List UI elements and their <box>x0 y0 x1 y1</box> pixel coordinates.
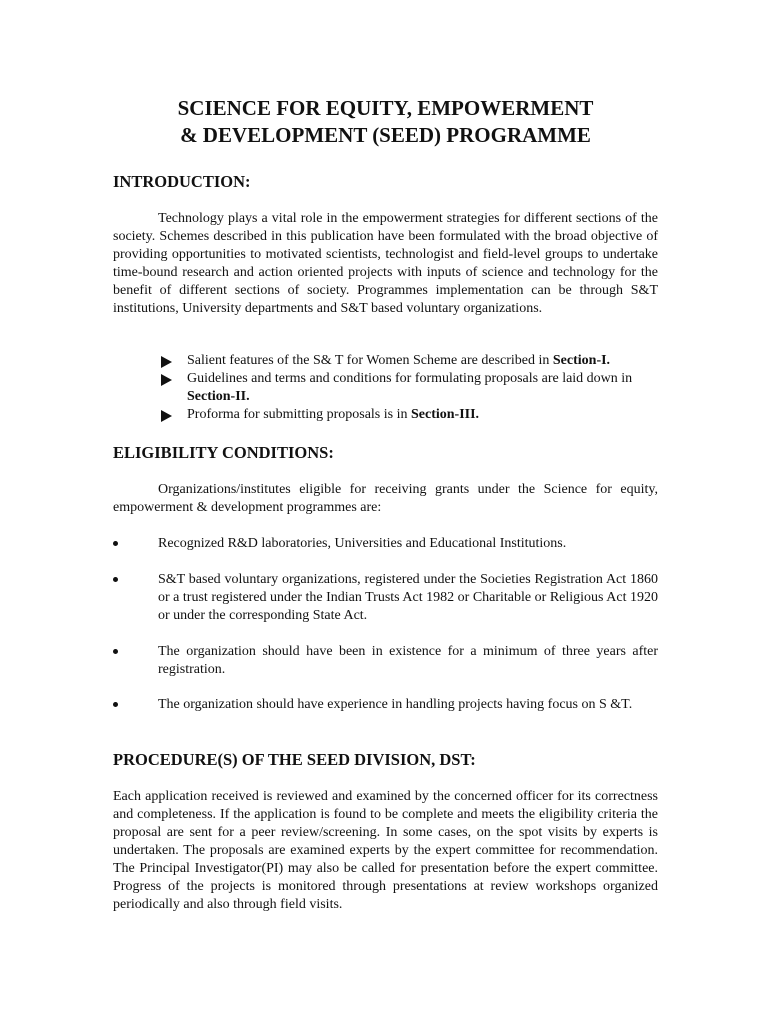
eligibility-item-text: The organization should have been in existence for a minimum of three years after registration. <box>158 644 658 677</box>
eligibility-item <box>113 535 658 553</box>
arrow-bullet-icon <box>161 374 172 386</box>
introduction-heading: INTRODUCTION: <box>113 172 251 191</box>
eligibility-item <box>113 571 658 625</box>
bullet-dot-icon <box>113 577 118 582</box>
procedure-paragraph: Each application received is reviewed and examined by the concerned officer for its correctness and completeness. If the application is found to be complete and meets the eligibility criteria the proposal are sent for a peer review/screening. In some cases, on the spot visits by experts is undertaken. The proposals are examined experts by the expert committee for recommendation. The Principal Investigator(PI) may also be called for presentation before the expert committee. Progress of the projects is monitored through presentations at review workshops organized periodically and also through field visits. <box>113 789 658 912</box>
eligibility-paragraph: Organizations/institutes eligible for receiving grants under the Science for equity, empowerment & development programmes are: <box>113 482 658 515</box>
procedure-heading: PROCEDURE(S) OF THE SEED DIVISION, DST: <box>113 750 476 769</box>
arrow-bullet-icon <box>161 410 172 422</box>
section-list <box>161 352 658 424</box>
arrow-bullet-icon <box>161 356 172 368</box>
section-reference: Section-II. <box>187 389 250 404</box>
introduction-paragraph: Technology plays a vital role in the empowerment strategies for different sections of the society. Schemes described in this publication have been formulated with the broad objective of providing opportunities to motivated scientists, technologist and field-level groups to undertake time-bound research and action oriented projects with inputs of science and technology for the benefit of different sections of society. Programmes implementation can be through S&T institutions, University departments and S&T based voluntary organizations. <box>113 211 658 316</box>
section-reference: Section-I. <box>552 353 611 368</box>
section-list-text: Salient features of the S& T for Women Scheme are described in <box>187 353 553 368</box>
section-list-item <box>161 352 658 370</box>
bullet-dot-icon <box>113 541 118 546</box>
eligibility-heading: ELIGIBILITY CONDITIONS: <box>113 443 334 462</box>
bullet-dot-icon <box>113 649 118 654</box>
eligibility-item <box>113 643 658 679</box>
bullet-dot-icon <box>113 702 118 707</box>
eligibility-item-text: The organization should have experience in handling projects having focus on S &T. <box>158 697 633 712</box>
eligibility-item <box>113 696 658 714</box>
section-list-item <box>161 370 658 406</box>
title-line-1: SCIENCE FOR EQUITY, EMPOWERMENT <box>177 96 594 120</box>
eligibility-item-text: Recognized R&D laboratories, Universities and Educational Institutions. <box>158 536 567 551</box>
eligibility-item-text: S&T based voluntary organizations, registered under the Societies Registration Act 1860 or a trust registered under the Indian Trusts Act 1982 or Charitable or Religious Act 1920 or under the corresponding State Act. <box>158 572 658 623</box>
section-reference: Section-III. <box>411 407 480 422</box>
section-list-text: Proforma for submitting proposals is in <box>187 407 411 422</box>
document-title <box>113 95 658 149</box>
title-line-2: & DEVELOPMENT (SEED) PROGRAMME <box>180 123 591 147</box>
section-list-item <box>161 406 658 424</box>
section-list-text: Guidelines and terms and conditions for formulating proposals are laid down in <box>187 371 633 386</box>
